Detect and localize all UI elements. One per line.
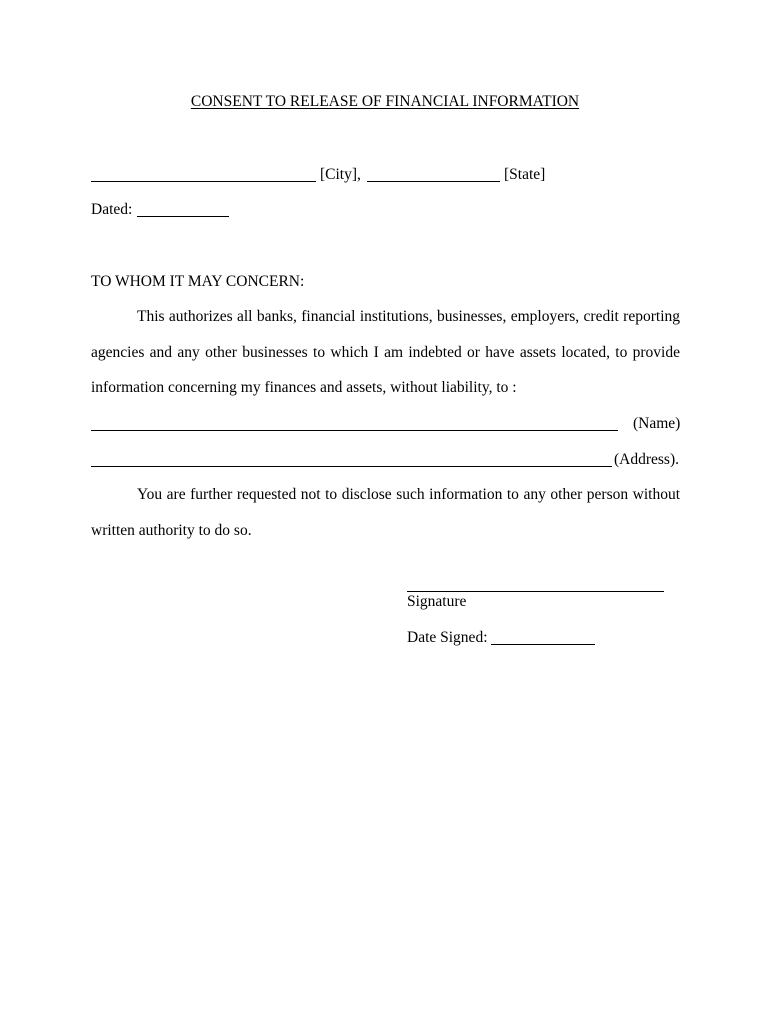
date-signed-blank[interactable] (491, 644, 595, 645)
city-label: [City], (320, 166, 361, 183)
salutation: TO WHOM IT MAY CONCERN: (91, 273, 305, 290)
name-blank[interactable] (91, 430, 618, 431)
address-blank[interactable] (91, 466, 612, 467)
date-signed-label: Date Signed: (407, 629, 488, 646)
document-title: CONSENT TO RELEASE OF FINANCIAL INFORMATION (190, 93, 580, 110)
address-label: (Address). (614, 451, 679, 468)
dated-label: Dated: (91, 201, 133, 218)
state-label: [State] (504, 166, 546, 183)
city-blank[interactable] (91, 181, 316, 182)
paragraph1-line2: agencies and any other businesses to which I am indebted or have assets located, to provide (91, 344, 680, 361)
paragraph2-line1: You are further requested not to disclose such information to any other person without (137, 486, 680, 503)
state-blank[interactable] (367, 181, 500, 182)
signature-label: Signature (407, 593, 467, 610)
paragraph1-line3: information concerning my finances and assets, without liability, to : (91, 379, 517, 396)
paragraph1-line1: This authorizes all banks, financial institutions, businesses, employers, credit reporting (137, 308, 680, 325)
name-label: (Name) (633, 415, 681, 432)
paragraph2-line2: written authority to do so. (91, 522, 252, 539)
dated-blank[interactable] (137, 216, 229, 217)
